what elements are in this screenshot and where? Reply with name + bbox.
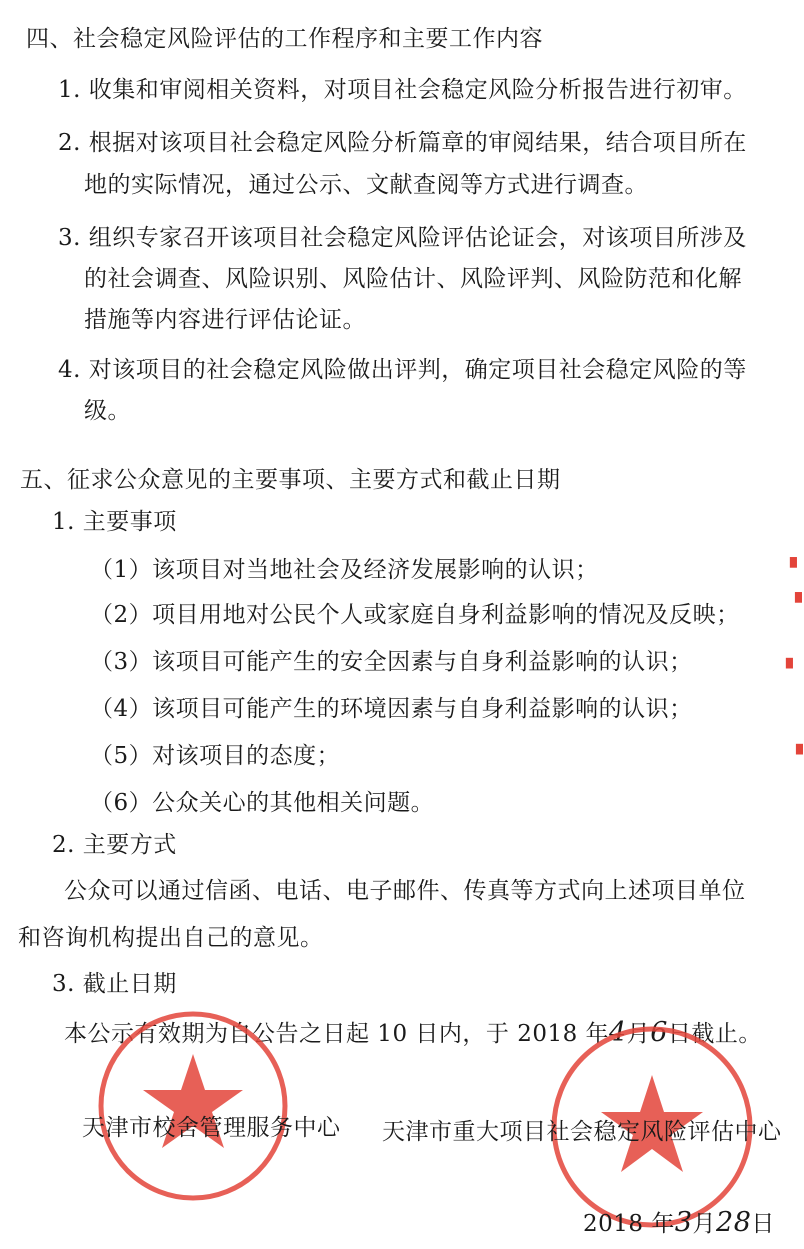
sub-1-title: 1. 主要事项 <box>52 509 177 535</box>
edge-seal-mark-1: ▘ <box>790 558 804 579</box>
section-4-item-4: 4. 对该项目的社会稳定风险做出评判，确定项目社会稳定风险的等 <box>58 357 747 383</box>
section-4-item-2-cont: 地的实际情况，通过公示、文献查阅等方式进行调查。 <box>84 172 648 198</box>
left-official-seal <box>88 1006 298 1206</box>
sub-1-item-2: （2）项目用地对公民个人或家庭自身利益影响的情况及反映； <box>90 602 740 628</box>
issue-date-prefix: 2018 年 <box>583 1211 675 1237</box>
deadline-prefix: 本公示有效期为自公告之日起 10 日内，于 2018 年 <box>64 1021 610 1047</box>
signature-right-org: 天津市重大项目社会稳定风险评估中心 <box>382 1119 782 1145</box>
edge-seal-mark-4: ▗ <box>789 734 803 755</box>
issue-date-day-handwritten: 28 <box>716 1207 752 1238</box>
deadline-suffix: 日截止。 <box>667 1021 762 1047</box>
section-4-item-3-cont2: 措施等内容进行评估论证。 <box>84 307 366 333</box>
issue-date <box>583 1208 775 1239</box>
signature-left-org: 天津市校舍管理服务中心 <box>82 1115 341 1141</box>
section-4-item-3-cont: 的社会调查、风险识别、风险估计、风险评判、风险防范和化解 <box>84 266 742 292</box>
section-4-item-2: 2. 根据对该项目社会稳定风险分析篇章的审阅结果，结合项目所在 <box>58 130 747 156</box>
issue-date-month-handwritten: 3 <box>674 1207 693 1238</box>
issue-date-suffix: 日 <box>751 1211 775 1237</box>
deadline-month-unit: 月 <box>626 1021 651 1047</box>
sub-1-item-3: （3）该项目可能产生的安全因素与自身利益影响的认识； <box>90 649 693 675</box>
sub-1-item-1: （1）该项目对当地社会及经济发展影响的认识； <box>90 557 599 583</box>
section-4-item-1: 1. 收集和审阅相关资料，对项目社会稳定风险分析报告进行初审。 <box>58 77 747 103</box>
sub-3-title: 3. 截止日期 <box>52 971 177 997</box>
section-4-heading: 四、社会稳定风险评估的工作程序和主要工作内容 <box>26 26 543 52</box>
issue-date-month-unit: 月 <box>692 1211 717 1237</box>
sub-2-body: 公众可以通过信函、电话、电子邮件、传真等方式向上述项目单位 <box>64 878 746 904</box>
sub-2-title: 2. 主要方式 <box>52 832 177 858</box>
edge-seal-mark-3: ▖ <box>786 648 800 669</box>
section-5-heading: 五、征求公众意见的主要事项、主要方式和截止日期 <box>20 467 561 493</box>
deadline-day-handwritten: 6 <box>650 1017 668 1048</box>
section-4-item-3: 3. 组织专家召开该项目社会稳定风险评估论证会，对该项目所涉及 <box>58 225 747 251</box>
sub-1-item-6: （6）公众关心的其他相关问题。 <box>90 790 435 816</box>
sub-2-body-cont: 和咨询机构提出自己的意见。 <box>18 925 324 951</box>
sub-1-item-5: （5）对该项目的态度； <box>90 743 341 769</box>
edge-seal-mark-2: ▝ <box>788 593 802 614</box>
section-4-item-4-cont: 级。 <box>84 398 131 424</box>
deadline-month-handwritten: 4 <box>609 1017 627 1048</box>
sub-1-item-4: （4）该项目可能产生的环境因素与自身利益影响的认识； <box>90 696 693 722</box>
